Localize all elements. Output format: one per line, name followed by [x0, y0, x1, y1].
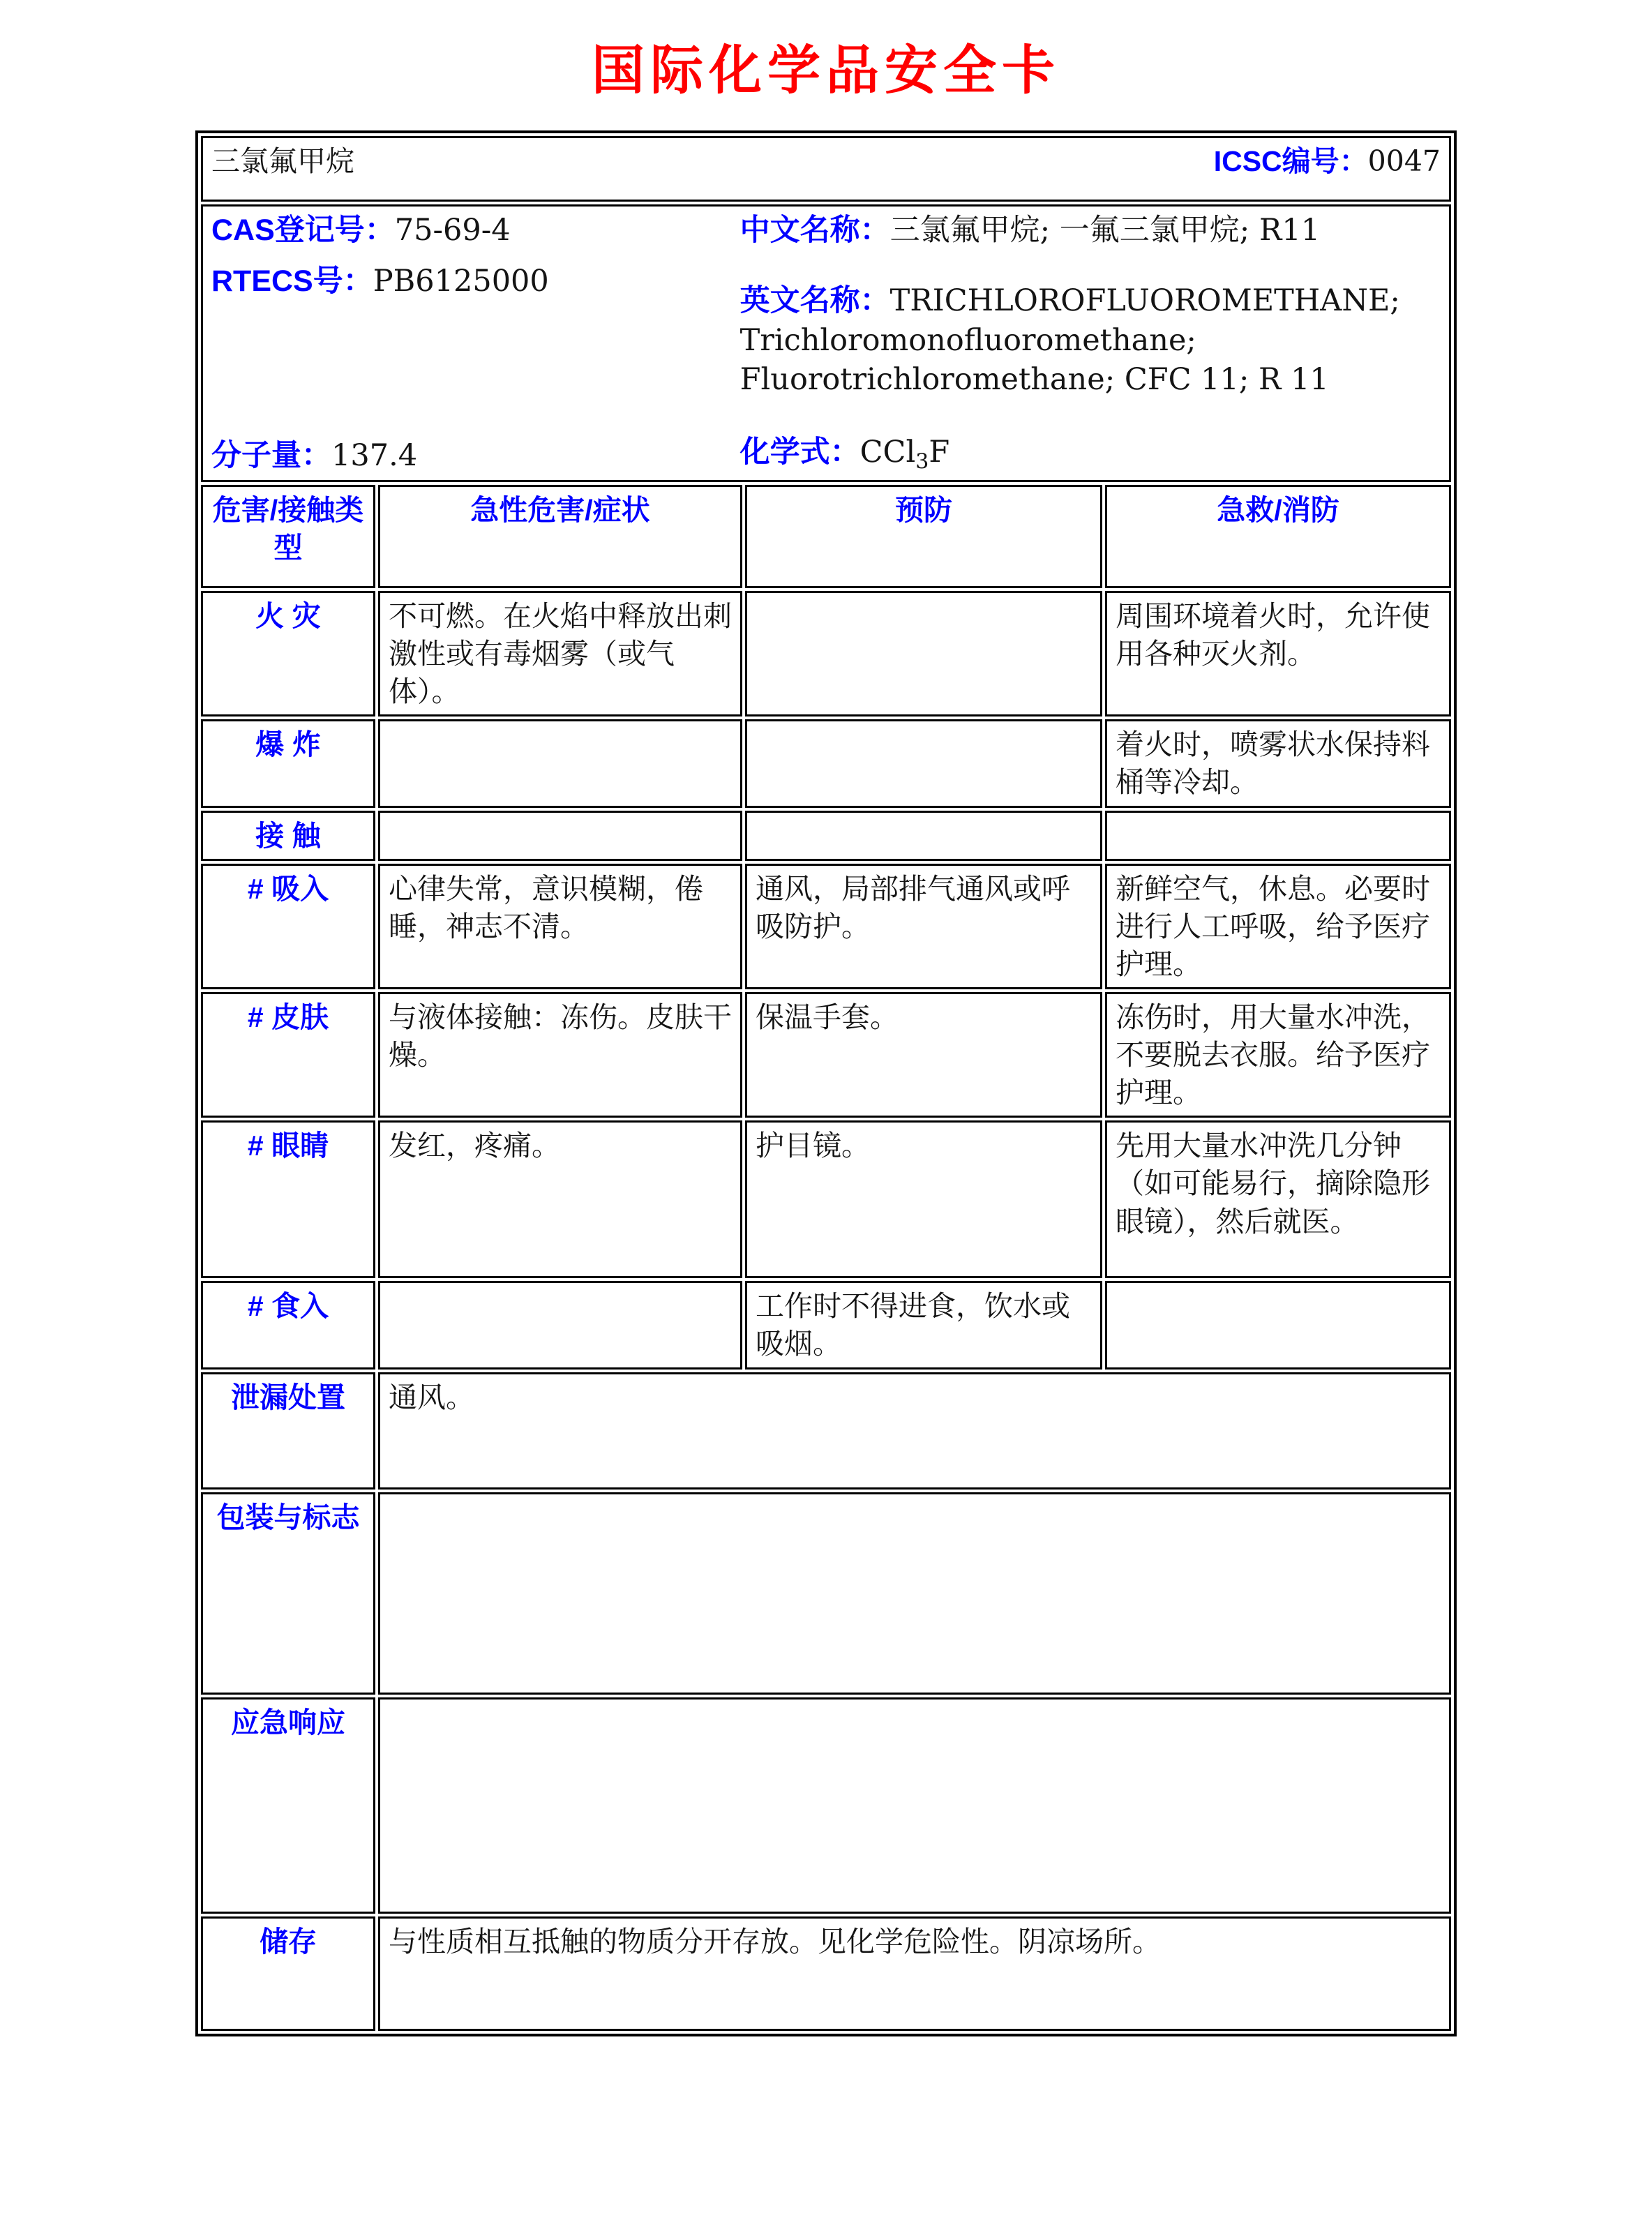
header-hazard-type: 危害/接触类型 [201, 485, 375, 588]
ingestion-prevention: 工作时不得进食，饮水或吸烟。 [745, 1281, 1102, 1369]
molecular-weight-line [211, 436, 740, 476]
hazard-row-fire [201, 591, 1451, 716]
rtecs-label: RTECS号： [211, 264, 373, 298]
icsc-label: ICSC编号： [1213, 145, 1368, 177]
skin-first-aid: 冻伤时，用大量水冲洗，不要脱去衣服。给予医疗护理。 [1105, 992, 1451, 1118]
inhalation-prevention: 通风，局部排气通风或呼吸防护。 [745, 864, 1102, 989]
header-acute-hazards: 急性危害/症状 [378, 485, 742, 588]
substance-name: 三氯氟甲烷 [211, 144, 354, 178]
header-prevention: 预防 [745, 485, 1102, 588]
row-label-storage: 储存 [201, 1916, 375, 2031]
explosion-first-aid: 着火时，喷雾状水保持料桶等冷却。 [1105, 719, 1451, 807]
row-label-emergency: 应急响应 [201, 1697, 375, 1914]
row-label-eyes: # 眼睛 [201, 1120, 375, 1278]
identity-right-column [740, 211, 1441, 476]
chinese-name-value: 三氯氟甲烷; 一氟三氯甲烷; R11 [889, 213, 1321, 248]
hazard-row-exposure [201, 811, 1451, 861]
inhalation-symptoms: 心律失常，意识模糊，倦睡，神志不清。 [378, 864, 742, 989]
exposure-prevention [745, 811, 1102, 861]
ingestion-first-aid [1105, 1281, 1451, 1369]
row-label-ingestion: # 食入 [201, 1281, 375, 1369]
english-name-block [740, 281, 1441, 400]
row-label-explosion: 爆 炸 [201, 719, 375, 807]
english-name-line2: Trichloromonofluoromethane; [739, 322, 1196, 358]
row-label-packaging: 包装与标志 [201, 1492, 375, 1695]
exposure-first-aid [1105, 811, 1451, 861]
packaging-content [378, 1492, 1451, 1695]
hazard-row-inhalation [201, 864, 1451, 989]
formula-line [740, 433, 1441, 476]
identity-cell [201, 204, 1451, 482]
fire-first-aid: 周围环境着火时，允许使用各种灭火剂。 [1105, 591, 1451, 716]
chinese-name-label: 中文名称： [739, 213, 890, 247]
cas-label: CAS登记号： [211, 213, 395, 247]
identity-left-column [211, 211, 740, 476]
formula-label: 化学式： [739, 435, 860, 469]
formula-value: CCl$_3$F [859, 434, 950, 474]
substance-header-cell [201, 136, 1451, 202]
substance-header-row [201, 136, 1451, 202]
eyes-symptoms: 发红，疼痛。 [378, 1120, 742, 1278]
storage-content: 与性质相互抵触的物质分开存放。见化学危险性。阴凉场所。 [378, 1916, 1451, 2031]
page-title: 国际化学品安全卡 [592, 41, 1060, 100]
skin-symptoms: 与液体接触：冻伤。皮肤干燥。 [378, 992, 742, 1118]
icsc-number: 0047 [1367, 144, 1441, 178]
row-label-inhalation: # 吸入 [201, 864, 375, 989]
eyes-first-aid: 先用大量水冲洗几分钟（如可能易行，摘除隐形眼镜），然后就医。 [1105, 1120, 1451, 1278]
english-name-label: 英文名称： [739, 283, 890, 317]
exposure-symptoms [378, 811, 742, 861]
section-row-emergency [201, 1697, 1451, 1914]
fire-symptoms: 不可燃。在火焰中释放出刺激性或有毒烟雾（或气体）。 [378, 591, 742, 716]
hazard-row-ingestion [201, 1281, 1451, 1369]
molecular-weight-value: 137.4 [331, 438, 418, 474]
hazard-row-skin [201, 992, 1451, 1118]
spillage-content: 通风。 [378, 1372, 1451, 1490]
icsc-number-group [1214, 142, 1441, 180]
english-name-line3: Fluorotrichloromethane; CFC 11; R 11 [739, 362, 1329, 398]
section-row-packaging [201, 1492, 1451, 1695]
header-first-aid: 急救/消防 [1105, 485, 1451, 588]
ingestion-symptoms [378, 1281, 742, 1369]
emergency-content [378, 1697, 1451, 1914]
hazard-row-explosion [201, 719, 1451, 807]
rtecs-value: PB6125000 [373, 263, 549, 299]
cas-value: 75-69-4 [394, 213, 511, 248]
row-label-skin: # 皮肤 [201, 992, 375, 1118]
section-row-storage [201, 1916, 1451, 2031]
molecular-weight-label: 分子量： [211, 439, 331, 473]
row-label-spillage: 泄漏处置 [201, 1372, 375, 1490]
explosion-prevention [745, 719, 1102, 807]
safety-card-table [195, 130, 1457, 2036]
section-row-spillage [201, 1372, 1451, 1490]
cas-line [211, 211, 740, 250]
skin-prevention: 保温手套。 [745, 992, 1102, 1118]
english-name-line1 [740, 281, 1441, 321]
identity-row [201, 204, 1451, 482]
hazard-header-row [201, 485, 1451, 588]
inhalation-first-aid: 新鲜空气，休息。必要时进行人工呼吸，给予医疗护理。 [1105, 864, 1451, 989]
fire-prevention [745, 591, 1102, 716]
chinese-name-line [740, 211, 1441, 250]
eyes-prevention: 护目镜。 [745, 1120, 1102, 1278]
hazard-row-eyes [201, 1120, 1451, 1278]
row-label-fire: 火 灾 [201, 591, 375, 716]
explosion-symptoms [378, 719, 742, 807]
rtecs-line [211, 262, 740, 301]
row-label-exposure: 接 触 [201, 811, 375, 861]
english-name-value1: TRICHLOROFLUOROMETHANE; [889, 283, 1400, 318]
